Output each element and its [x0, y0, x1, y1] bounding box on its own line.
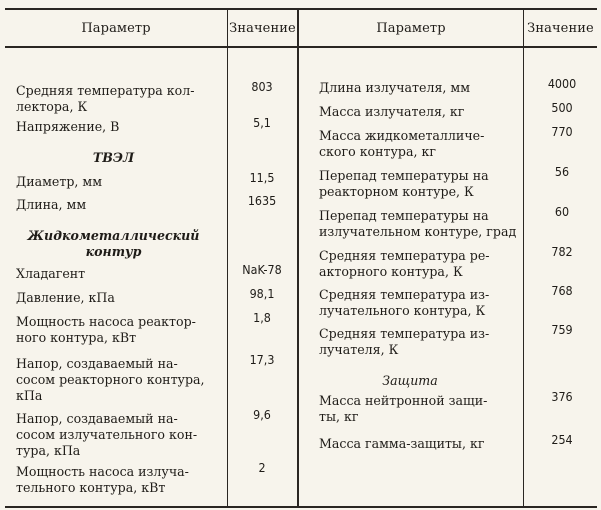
parameter-label: тельного контура, кВт [16, 480, 166, 495]
parameter-label: Масса излучателя, кг [319, 104, 465, 119]
parameter-label: лучателя, К [319, 342, 399, 357]
parameter-label: Длина, мм [16, 197, 87, 212]
parameter-value: 500 [551, 100, 573, 115]
header-param-right: Параметр [376, 20, 446, 36]
parameter-label: сосом реакторного контура, [16, 372, 205, 387]
parameter-label: Перепад температуры на [319, 168, 489, 183]
center-divider [297, 8, 299, 508]
header-value-left: Значение [229, 20, 296, 36]
parameter-value: 376 [551, 389, 573, 404]
parameter-label: ного контура, кВт [16, 330, 137, 345]
parameter-label: Перепад температуры на [319, 208, 489, 223]
parameter-label: Средняя температура из- [319, 326, 490, 341]
parameter-label: кПа [16, 388, 43, 403]
parameter-value: 17,3 [249, 352, 275, 367]
section-title-continued: контур [85, 244, 142, 259]
parameter-value: 782 [551, 244, 573, 259]
parameter-label: Давление, кПа [16, 290, 115, 305]
parameter-label: Диаметр, мм [16, 174, 103, 189]
parameter-value: NaK-78 [242, 262, 282, 277]
header-value-right: Значение [527, 20, 594, 36]
parameter-label: лектора, К [16, 99, 88, 114]
parameter-label: акторного контура, К [319, 264, 463, 279]
parameter-value: 770 [551, 124, 573, 139]
section-title: ТВЭЛ [92, 150, 135, 165]
parameter-value: 2 [258, 460, 266, 475]
parameter-value: 1,8 [253, 310, 271, 325]
table-top-rule [5, 8, 597, 10]
parameter-value: 11,5 [249, 170, 275, 185]
header-bottom-rule [5, 46, 597, 48]
parameter-value: 98,1 [249, 286, 275, 301]
parameter-label: Мощность насоса реактор- [16, 314, 196, 329]
parameter-value: 56 [554, 164, 570, 179]
parameter-value: 759 [551, 322, 573, 337]
parameter-label: ты, кг [319, 409, 359, 424]
parameter-value: 1635 [247, 193, 277, 208]
parameter-label: Средняя температура из- [319, 287, 490, 302]
parameter-value: 4000 [547, 76, 577, 91]
parameter-label: реакторном контуре, К [319, 184, 474, 199]
parameter-label: Масса нейтронной защи- [319, 393, 488, 408]
parameter-value: 768 [551, 283, 573, 298]
parameter-label: лучательного контура, К [319, 303, 486, 318]
parameter-label: Средняя температура кол- [16, 83, 195, 98]
table-bottom-rule [5, 506, 597, 508]
parameter-label: ского контура, кг [319, 144, 436, 159]
parameter-label: Мощность насоса излуча- [16, 464, 189, 479]
parameter-label: Напряжение, В [16, 119, 120, 134]
right-param-value-divider [523, 8, 524, 508]
parameter-label: Хладагент [16, 266, 86, 281]
header-param-left: Параметр [81, 20, 151, 36]
parameter-value: 254 [551, 432, 573, 447]
left-param-value-divider [227, 8, 228, 508]
parameter-label: Масса гамма-защиты, кг [319, 436, 485, 451]
parameter-value: 5,1 [253, 115, 271, 130]
parameter-label: Напор, создаваемый на- [16, 356, 178, 371]
parameter-label: Напор, создаваемый на- [16, 411, 178, 426]
parameter-value: 60 [554, 204, 570, 219]
parameter-label: Длина излучателя, мм [319, 80, 471, 95]
parameter-label: сосом излучательного кон- [16, 427, 198, 442]
parameter-value: 9,6 [253, 407, 271, 422]
parameter-label: излучательном контуре, град [319, 224, 517, 239]
parameter-label: Масса жидкометалличе- [319, 128, 485, 143]
section-title: Жидкометаллический [27, 228, 200, 243]
parameter-label: тура, кПа [16, 443, 81, 458]
parameter-label: Средняя температура ре- [319, 248, 490, 263]
section-title: Защита [382, 373, 438, 388]
parameter-value: 803 [251, 79, 273, 94]
